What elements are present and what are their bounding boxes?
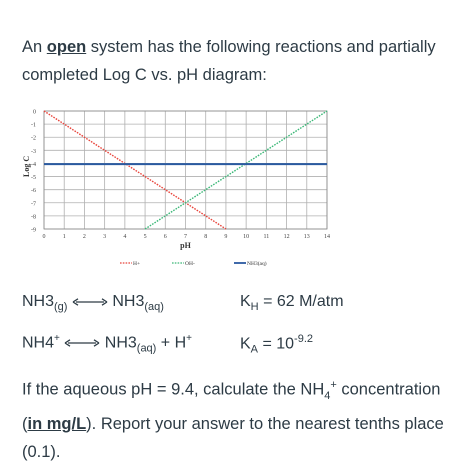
intro-text: An open system has the following reactions and partially completed Log C vs. pH diagram: [22,38,436,84]
x-tick-label: 2 [82,234,86,240]
series-line-h [44,111,226,229]
ka-constant: $K_A = 10^{-9.2}$ [240,333,314,356]
y-tick-label: -4 [31,161,36,168]
x-tick-label: 9 [224,234,228,240]
log-c-ph-diagram [22,102,342,282]
double-arrow-icon [64,338,100,348]
y-tick-label: -1 [31,122,36,129]
x-tick-label: 11 [263,234,270,240]
x-tick-label: 5 [143,234,147,240]
y-tick-label: -5 [31,175,36,182]
unit-emphasis: in mg/L [27,414,87,433]
double-arrow-icon [72,297,108,307]
y-axis-label: Log C [22,155,31,177]
x-tick-label: 3 [103,234,107,240]
x-tick-label: 14 [324,234,330,240]
y-tick-label: -6 [31,188,36,195]
y-tick-label: -7 [31,201,36,208]
y-tick-label: -2 [31,135,36,142]
y-tick-label: -3 [31,148,36,155]
x-tick-label: 7 [184,234,187,240]
series-line-oh [145,111,327,229]
y-tick-label: -9 [31,227,36,234]
legend-label: NH3(aq) [247,261,267,268]
y-tick-label: 0 [33,109,36,116]
x-tick-labels [43,234,331,240]
chart-grid [44,111,327,229]
x-axis-label: pH [180,241,191,250]
open-emphasis: open [46,38,87,56]
y-tick-label: -8 [31,214,36,221]
reaction-2: NH4+ $NH3_{(aq)} + H^+$ [22,333,192,355]
x-tick-label: 0 [42,234,46,240]
x-tick-label: 6 [163,234,167,240]
legend-label: H+ [133,261,141,268]
legend-label: OH- [185,261,195,268]
y-tick-labels [31,110,36,234]
x-tick-label: 1 [62,234,66,240]
x-tick-label: 8 [204,234,208,240]
x-tick-label: 12 [283,234,290,240]
kh-constant: $K_H = 62$ M/atm [240,293,344,314]
x-tick-label: 4 [123,234,127,240]
reaction-1: $NH3_{(g)}$ $NH3_{(aq)}$ [22,293,164,314]
x-tick-label: 13 [303,234,310,240]
question-text: If the aqueous pH = 9.4, calculate the $NH_4^+$ concentration (in mg/L). Report your answer to the nearest tenths place (0.1). [22,379,444,461]
chart-legend [120,260,267,267]
x-tick-label: 10 [243,234,250,240]
